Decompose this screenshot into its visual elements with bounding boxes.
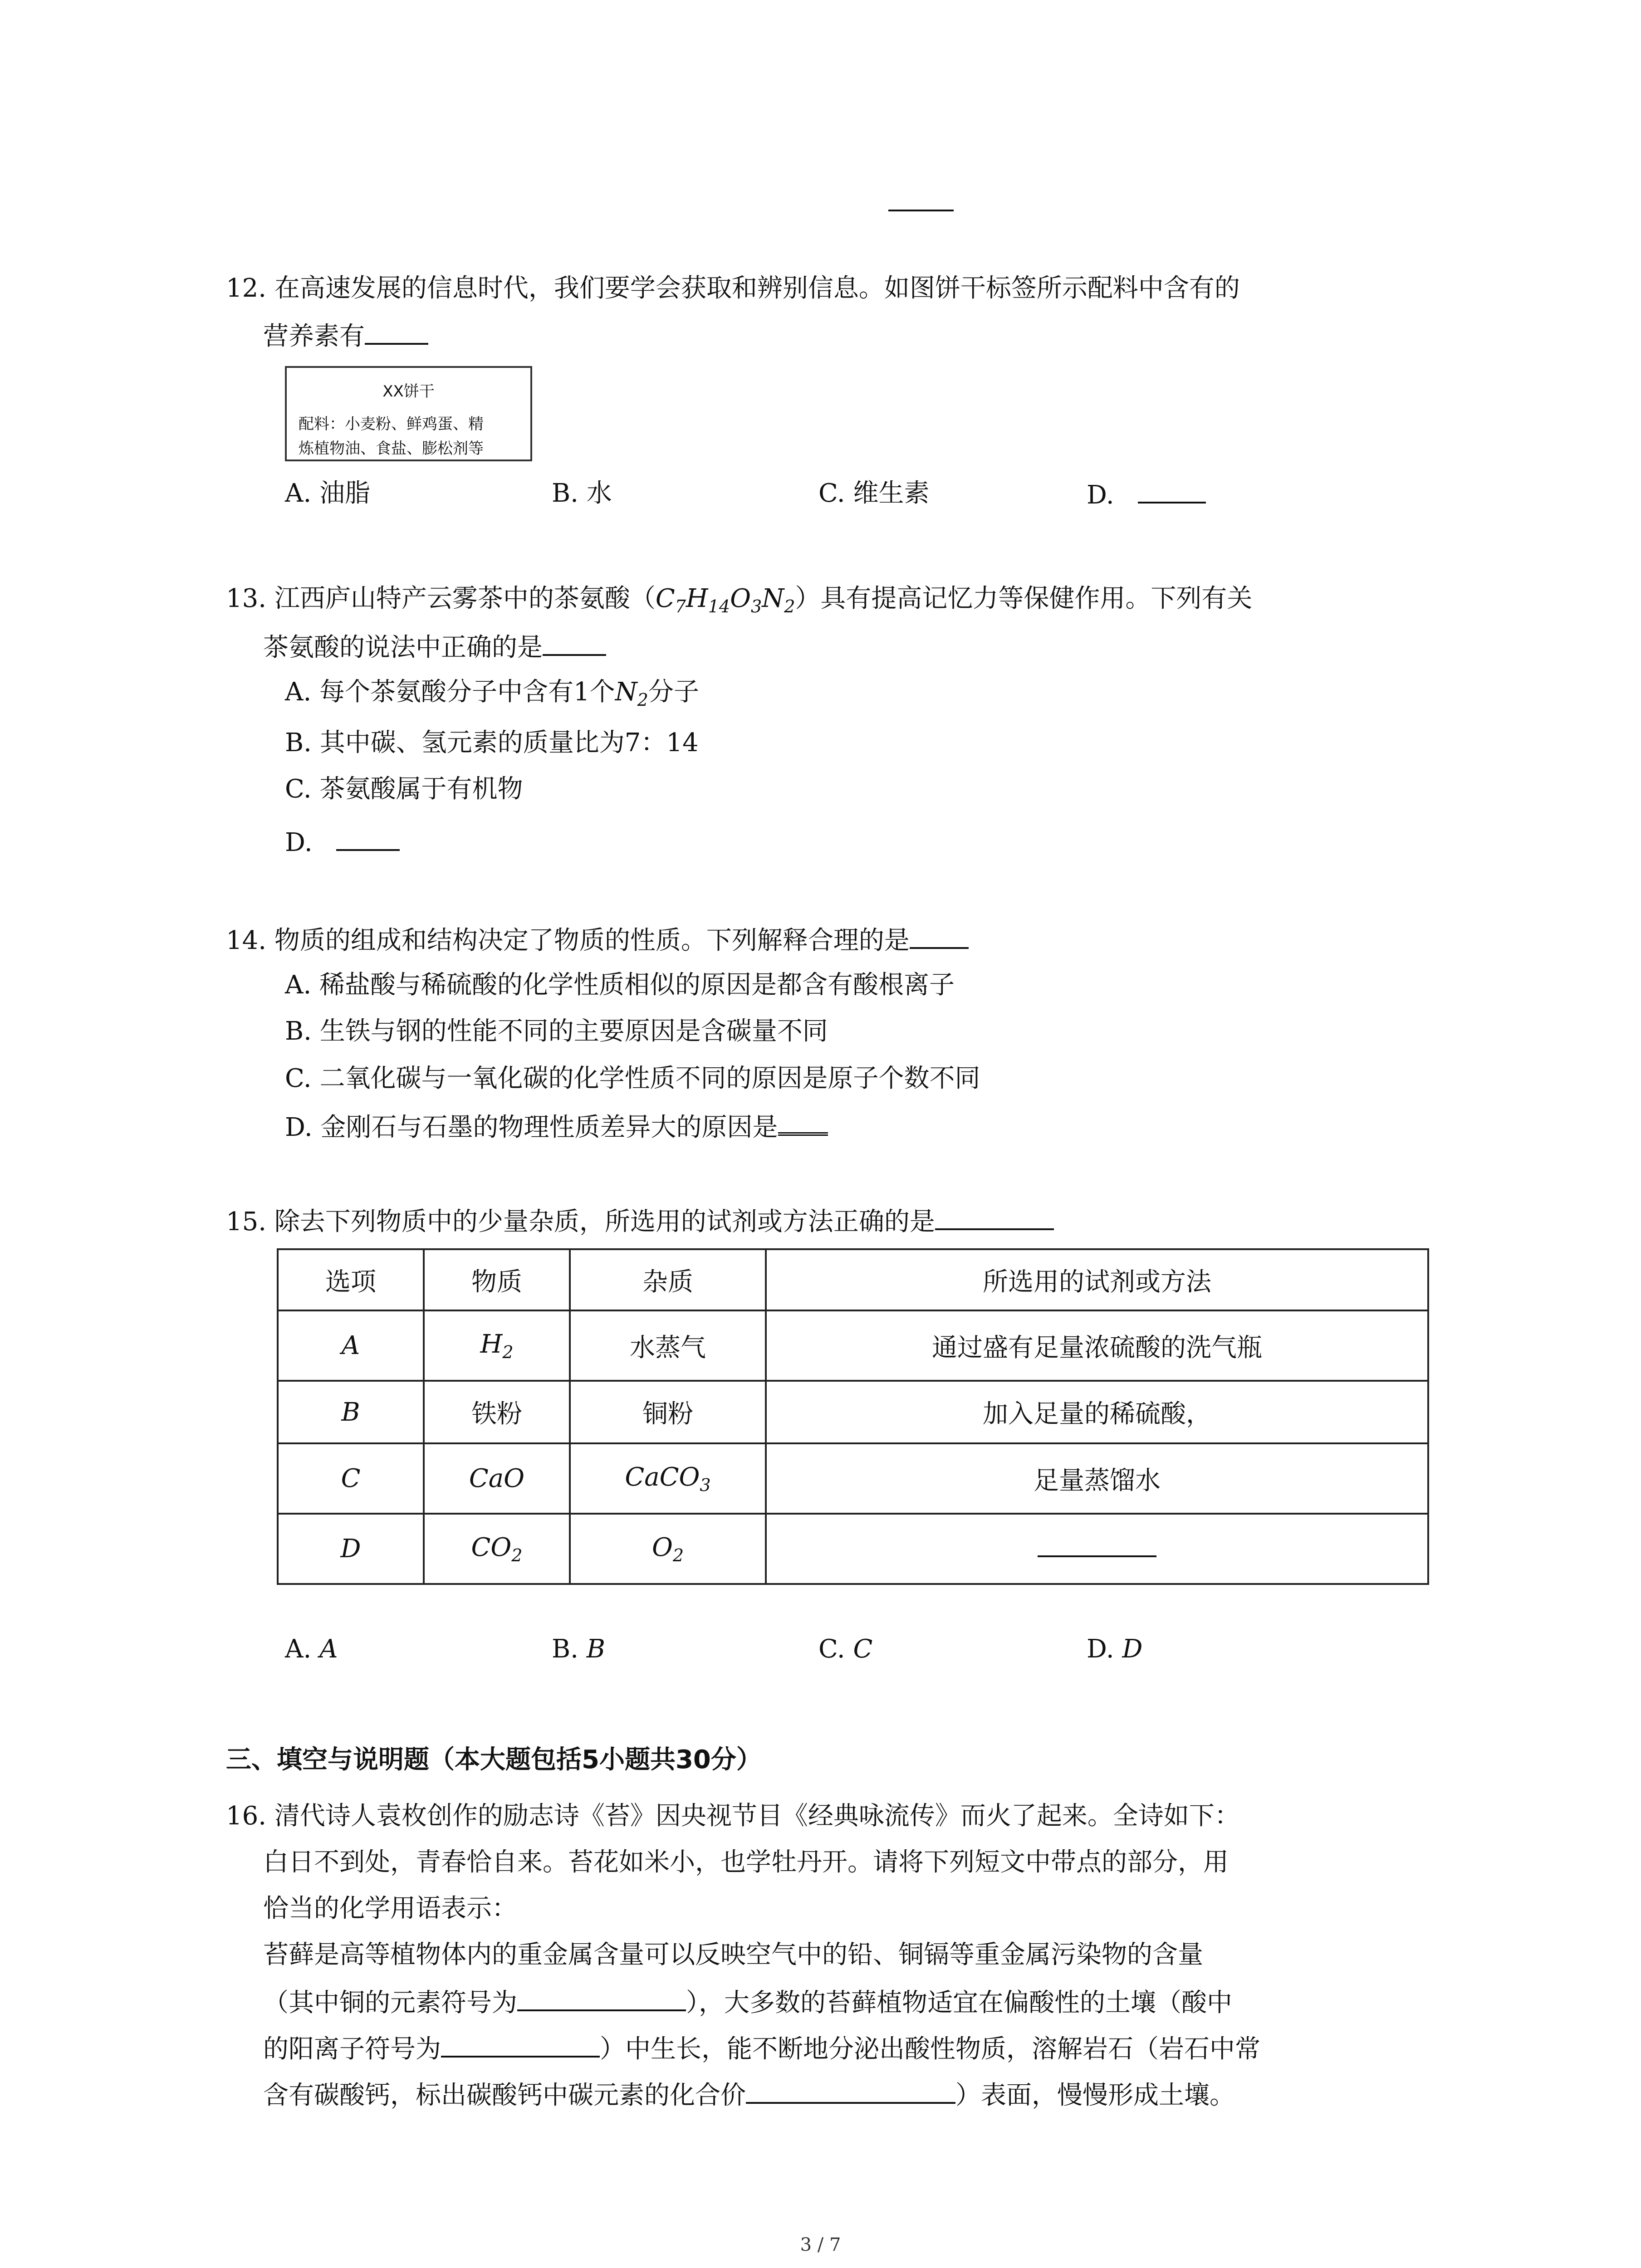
q13-line2-text: 茶氨酸的说法中正确的是 bbox=[263, 633, 543, 662]
q12-option-d-label: D. bbox=[1087, 480, 1114, 510]
q12-option-a[interactable]: A. 油脂 bbox=[285, 479, 371, 508]
method-blank[interactable] bbox=[1038, 1542, 1156, 1557]
impurity-table bbox=[277, 1248, 1429, 1585]
q13-line1-pre: 13. 江西庐山特产云雾茶中的茶氨酸（ bbox=[226, 584, 656, 613]
table-cell-method: 通过盛有足量浓硫酸的洗气瓶 bbox=[766, 1310, 1428, 1381]
q15-line1-text: 15. 除去下列物质中的少量杂质，所选用的试剂或方法正确的是 bbox=[226, 1207, 935, 1237]
copper-symbol-blank[interactable] bbox=[517, 1989, 686, 2011]
q16-line7: 含有碳酸钙，标出碳酸钙中碳元素的化合价 ）表面，慢慢形成土壤。 bbox=[263, 2081, 1235, 2110]
table-cell-impurity: CaCO$_3$ bbox=[570, 1443, 766, 1514]
q13-option-a-pre: A. 每个茶氨酸分子中含有1个 bbox=[285, 677, 615, 707]
q13-option-d-label: D. bbox=[285, 828, 313, 857]
biscuit-label-line1: 配料：小麦粉、鲜鸡蛋、精 bbox=[299, 415, 484, 433]
q13-option-a[interactable] bbox=[285, 679, 699, 709]
q15-answer-blank[interactable] bbox=[935, 1207, 1054, 1230]
q12-line2-text: 营养素有 bbox=[263, 322, 365, 351]
carbon-valence-blank[interactable] bbox=[746, 2081, 955, 2104]
theanine-formula: $C_7H_{14}O_3N_2$ bbox=[655, 584, 795, 616]
biscuit-label-line2: 炼植物油、食盐、膨松剂等 bbox=[299, 440, 484, 458]
q13-line2 bbox=[263, 633, 606, 660]
table-cell-method: 加入足量的稀硫酸， bbox=[766, 1381, 1428, 1443]
q15-option-d[interactable]: D. D bbox=[1087, 1634, 1143, 1664]
q12-option-b[interactable]: B. 水 bbox=[552, 479, 612, 508]
q14-line1-text: 14. 物质的组成和结构决定了物质的性质。下列解释合理的是 bbox=[226, 926, 910, 955]
section-heading: 三、填空与说明题（本大题包括5小题共30分） bbox=[226, 1745, 762, 1774]
table-cell-substance: 铁粉 bbox=[424, 1381, 570, 1443]
q14-option-b[interactable]: B. 生铁与钢的性能不同的主要原因是含碳量不同 bbox=[285, 1017, 828, 1046]
biscuit-label bbox=[285, 366, 532, 461]
q15-option-a[interactable]: A. A bbox=[285, 1634, 338, 1664]
q13-option-d[interactable] bbox=[285, 828, 400, 855]
q16-line6: 的阳离子符号为 ）中生长，能不断地分泌出酸性物质，溶解岩石（岩石中常 bbox=[263, 2034, 1260, 2064]
q12-line2 bbox=[263, 322, 428, 349]
table-header: 物质 bbox=[424, 1249, 570, 1310]
q13-option-b[interactable]: B. 其中碳、氢元素的质量比为7：14 bbox=[285, 728, 699, 758]
q14-option-d-text: D. 金刚石与石墨的物理性质差异大的原因是 bbox=[285, 1113, 778, 1142]
table-cell-impurity: 铜粉 bbox=[570, 1381, 766, 1443]
table-row bbox=[278, 1514, 1428, 1584]
table-row bbox=[278, 1381, 1428, 1443]
table-cell-impurity: $O_2$ bbox=[570, 1514, 766, 1584]
biscuit-label-title: XX饼干 bbox=[382, 382, 435, 401]
q12-option-d[interactable] bbox=[1087, 481, 1206, 508]
table-cell-method: 足量蒸馏水 bbox=[766, 1443, 1428, 1514]
table-cell-impurity: 水蒸气 bbox=[570, 1310, 766, 1381]
q13-option-a-post: 分子 bbox=[648, 677, 699, 707]
q13-line1-post: ）具有提高记忆力等保健作用。下列有关 bbox=[795, 584, 1253, 613]
q15-option-c[interactable]: C. C bbox=[818, 1634, 873, 1664]
q16-line3: 恰当的化学用语表示： bbox=[263, 1894, 517, 1923]
q14-answer-blank[interactable] bbox=[910, 926, 969, 949]
q12-option-d-blank[interactable] bbox=[1138, 481, 1206, 503]
table-cell-method bbox=[766, 1514, 1428, 1584]
table-cell-option: A bbox=[278, 1310, 424, 1381]
q14-line1 bbox=[226, 926, 969, 953]
q12-answer-blank[interactable] bbox=[365, 322, 428, 345]
q13-answer-blank[interactable] bbox=[543, 633, 606, 656]
table-cell-substance: $CO_2$ bbox=[424, 1514, 570, 1584]
q12-option-c[interactable]: C. 维生素 bbox=[818, 479, 930, 508]
q16-line5: （其中铜的元素符号为 ），大多数的苔藓植物适宜在偏酸性的土壤（酸中 bbox=[263, 1988, 1232, 2018]
q12-line1: 12. 在高速发展的信息时代，我们要学会获取和辨别信息。如图饼干标签所示配料中含有的 bbox=[226, 274, 1240, 303]
table-cell-option: C bbox=[278, 1443, 424, 1514]
table-header: 所选用的试剂或方法 bbox=[766, 1249, 1428, 1310]
q13-option-d-blank[interactable] bbox=[336, 828, 400, 851]
table-cell-option: B bbox=[278, 1381, 424, 1443]
table-cell-substance: CaO bbox=[424, 1443, 570, 1514]
top-blank bbox=[888, 210, 954, 211]
page-number: 3 / 7 bbox=[800, 2234, 841, 2255]
table-header: 杂质 bbox=[570, 1249, 766, 1310]
q14-option-c[interactable]: C. 二氧化碳与一氧化碳的化学性质不同的原因是原子个数不同 bbox=[285, 1064, 980, 1093]
q14-option-d[interactable] bbox=[285, 1111, 828, 1140]
q13-option-c[interactable]: C. 茶氨酸属于有机物 bbox=[285, 774, 523, 804]
q14-option-a[interactable]: A. 稀盐酸与稀硫酸的化学性质相似的原因是都含有酸根离子 bbox=[285, 970, 955, 1000]
table-cell-option: D bbox=[278, 1514, 424, 1584]
q16-line2: 白日不到处，青春恰自来。苔花如米小，也学牡丹开。请将下列短文中带点的部分，用 bbox=[263, 1848, 1229, 1877]
table-row bbox=[278, 1310, 1428, 1381]
q16-line4: 苔藓是高等植物体内的重金属含量可以反映空气中的铅、铜镉等重金属污染物的含量 bbox=[263, 1940, 1203, 1970]
q14-option-d-blank[interactable] bbox=[778, 1111, 828, 1136]
q16-line1: 16. 清代诗人袁枚创作的励志诗《苔》因央视节目《经典咏流传》而火了起来。全诗如下： bbox=[226, 1801, 1240, 1831]
cation-symbol-blank[interactable] bbox=[441, 2035, 600, 2058]
n2-formula: $N_2$ bbox=[615, 677, 648, 710]
table-header-row bbox=[278, 1249, 1428, 1310]
table-header: 选项 bbox=[278, 1249, 424, 1310]
table-row bbox=[278, 1443, 1428, 1514]
table-cell-substance: $H_2$ bbox=[424, 1310, 570, 1381]
q15-option-b[interactable]: B. B bbox=[552, 1634, 605, 1664]
q13-line1 bbox=[226, 586, 1252, 615]
q15-line1 bbox=[226, 1207, 1054, 1235]
